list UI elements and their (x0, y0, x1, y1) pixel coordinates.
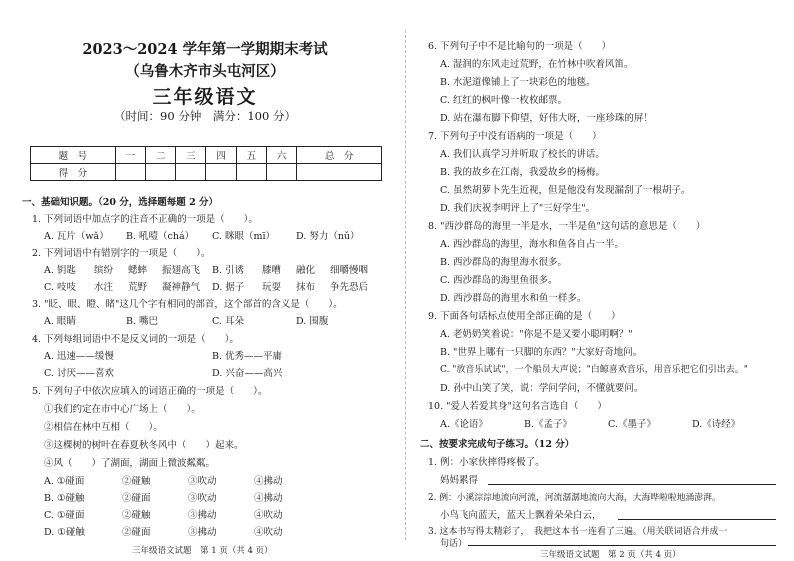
page-footer: 三年级语文试题 第 1 页（共 4 页） (132, 546, 273, 556)
option: 凝神静气 (162, 282, 201, 293)
exam-region: （乌鲁木齐市头屯河区） (125, 63, 285, 80)
option: ④拂动 (254, 476, 283, 487)
question-stem: 1. 下列词语中加点字的注音不正确的一项是（ ）。 (32, 214, 258, 225)
option: D. 围腹 (296, 316, 329, 327)
option: B. 吼噎（chá） (126, 231, 195, 242)
option: C. 西沙群岛的海里鱼很多。 (440, 275, 558, 286)
option: D.《诗经》 (692, 419, 741, 430)
option: B. "世界上哪有一只脚的东西？"大家好奇地问。 (440, 347, 643, 358)
option: A.《论语》 (440, 419, 488, 430)
option: A. 老奶奶笑着说："你是不是又要小聪明啊？" (440, 329, 633, 340)
question-stem: 4. 下列每组词语中不是反义词的一项是（ ）。 (32, 334, 239, 345)
option: A. 瓦片（wǎ） (44, 231, 109, 242)
score-input-cell[interactable] (206, 164, 236, 181)
exercise-prompt: 小鸟飞向蓝天，蓝天上飘着朵朵白云， (440, 510, 602, 521)
score-value-row (31, 164, 382, 181)
option: A. 迅速——缓慢 (44, 351, 114, 362)
option: D. 我们庆祝李明评上了"三好学生"。 (440, 203, 596, 214)
answer-line[interactable] (468, 545, 776, 546)
option: 膝嘈 (262, 265, 282, 276)
exercise-prompt: 句话） (440, 539, 468, 549)
score-cell: 得 分 (31, 164, 116, 181)
option: C. "放音乐试试"，一个船员大声说；"白鲸喜欢音乐，用音乐把它们引出去。" (440, 365, 748, 375)
sentence: ④风（ ）了湖面，湖面上微波粼粼。 (44, 458, 216, 469)
exam-subject: 三年级语文 (152, 86, 258, 108)
option: ④吹动 (254, 527, 283, 538)
question-stem: 3. "眨、眼、瞪、睹"这几个字有相同的部首，这个部首的含义是（ ）。 (32, 299, 343, 310)
score-cell: 题 号 (31, 147, 116, 164)
exercise-prompt: 妈妈累得 (440, 475, 479, 486)
answer-line[interactable] (618, 519, 776, 520)
option: A. ①碰面 (44, 476, 85, 487)
option: ③吹动 (188, 476, 217, 487)
exercise-prompt: 1. 例：小家伙摔得疼极了。 (428, 457, 545, 468)
option: 振翅高飞 (162, 265, 201, 276)
option: B. 嘴巴 (126, 316, 159, 327)
option: ④拂动 (254, 493, 283, 504)
option: B.《孟子》 (524, 419, 573, 430)
option: ③拂动 (188, 527, 217, 538)
option: 水注 (94, 282, 114, 293)
option: D. ①碰触 (44, 527, 85, 538)
score-input-cell[interactable] (266, 164, 296, 181)
question-stem: 6. 下列句子中不是比喻句的一项是（ ） (428, 41, 612, 52)
option: D. 站在瀑布脚下仰望，好伟大呀，一座珍珠的屏！ (440, 113, 653, 124)
option: ②碰面 (122, 527, 151, 538)
option: B. 优秀——平庸 (212, 351, 283, 362)
score-cell: 总 分 (297, 147, 382, 164)
section-heading: 一、基础知识题。（20 分，选择题每题 2 分） (22, 197, 219, 208)
score-input-cell[interactable] (236, 164, 266, 181)
page-footer: 三年级语文试题 第 2 页（共 4 页） (540, 550, 681, 560)
option: 蟋蟀 (128, 265, 148, 276)
score-header-row (31, 147, 382, 164)
score-cell: 二 (146, 147, 176, 164)
score-cell: 五 (236, 147, 266, 164)
option: B. 水泥道像铺上了一块彩色的地毯。 (440, 77, 596, 88)
option: D. 据子 (212, 282, 245, 293)
page-divider (405, 30, 406, 540)
right-page (420, 0, 782, 561)
option: B. 我的故乡在江南，我爱故乡的杨梅。 (440, 167, 606, 178)
score-cell: 三 (176, 147, 206, 164)
score-cell: 四 (206, 147, 236, 164)
option: D. 兴奋——高兴 (212, 368, 283, 379)
answer-line[interactable] (488, 484, 776, 485)
option: 玩耍 (262, 282, 282, 293)
option: D. 努力（nǔ） (296, 231, 360, 242)
score-cell: 六 (266, 147, 296, 164)
sentence: ③这棵树的树叶在春夏秋冬风中（ ）起来。 (44, 440, 244, 451)
option: A. 钥匙 (44, 265, 76, 276)
score-input-cell[interactable] (297, 164, 382, 181)
score-table (30, 146, 382, 181)
option: C. 吱吱 (44, 282, 76, 293)
score-cell: 一 (115, 147, 145, 164)
option: 细嚼慢咽 (330, 265, 369, 276)
option: 融化 (296, 265, 316, 276)
option: D. 西沙群岛的海里水和鱼一样多。 (440, 293, 587, 304)
option: ③拂动 (188, 510, 217, 521)
section-heading: 二、按要求完成句子练习。（12 分） (420, 439, 575, 450)
question-stem: 8. "西沙群岛的海里一半是水，一半是鱼"这句话的意思是（ ） (428, 221, 706, 232)
exercise-prompt: 3. 这本书写得太精彩了， 我把这本书一连看了三遍。（用关联词语合并成一 (428, 527, 728, 537)
option: 缤纷 (94, 265, 114, 276)
option: B. 引诱 (212, 265, 245, 276)
option: ②碰触 (122, 510, 151, 521)
option: C.《墨子》 (608, 419, 656, 430)
option: C. 虽然胡萝卜先生近视，但是他没有发现漏刮了一根胡子。 (440, 185, 691, 196)
sentence: ②相信在林中互相（ ）。 (44, 422, 163, 433)
option: A. 湿润的东风走过荒野，在竹林中吹着风笛。 (440, 59, 634, 70)
exam-time-score: （时间：90 分钟 满分：100 分） (114, 109, 296, 123)
option: D. 孙中山笑了笑，说：学问学问，不懂就要问。 (440, 383, 644, 394)
option: B. ①碰触 (44, 493, 85, 504)
option: ②碰触 (122, 476, 151, 487)
option: ③吹动 (188, 493, 217, 504)
option: C. 红红的枫叶像一枚枚邮票。 (440, 95, 567, 106)
question-stem: 9. 下面各句话标点使用全部正确的是（ ） (428, 311, 621, 322)
exercise-prompt: 2. 例：小溪淙淙地流向河流，河流潺潺地流向大海，大海哗啦啦地涌澎湃。 (428, 493, 721, 503)
option: A. 眼睛 (44, 316, 76, 327)
option: ④吹动 (254, 510, 283, 521)
score-input-cell[interactable] (146, 164, 176, 181)
option: 荒野 (128, 282, 148, 293)
question-stem: 5. 下列句子中依次应填入的词语正确的一项是（ ）。 (32, 386, 268, 397)
option: C. ①碰面 (44, 510, 85, 521)
question-stem: 2. 下列词语中有错别字的一项是（ ）。 (32, 248, 211, 259)
option: C. 耳朵 (212, 316, 244, 327)
option: ②碰面 (122, 493, 151, 504)
question-stem: 7. 下列句子中没有语病的一项是（ ） (428, 131, 602, 142)
option: A. 我们认真学习并听取了校长的讲话。 (440, 149, 605, 160)
score-input-cell[interactable] (115, 164, 145, 181)
left-page (22, 0, 388, 561)
exam-title: 2023～2024 学年第一学期期末考试 (82, 41, 328, 58)
option: 争先恐后 (330, 282, 369, 293)
option: C. 眯眼（mī） (212, 231, 276, 242)
option: C. 讨厌——喜欢 (44, 368, 114, 379)
option: A. 西沙群岛的海里，海水和鱼各自占一半。 (440, 239, 624, 250)
score-input-cell[interactable] (176, 164, 206, 181)
question-stem: 10. "爱人若爱其身"这句名言选自（ ） (428, 401, 607, 412)
sentence: ①我们约定在市中心广场上（ ）。 (44, 404, 201, 415)
option: B. 西沙群岛的海里海水很多。 (440, 257, 568, 268)
option: 抹布 (296, 282, 316, 293)
